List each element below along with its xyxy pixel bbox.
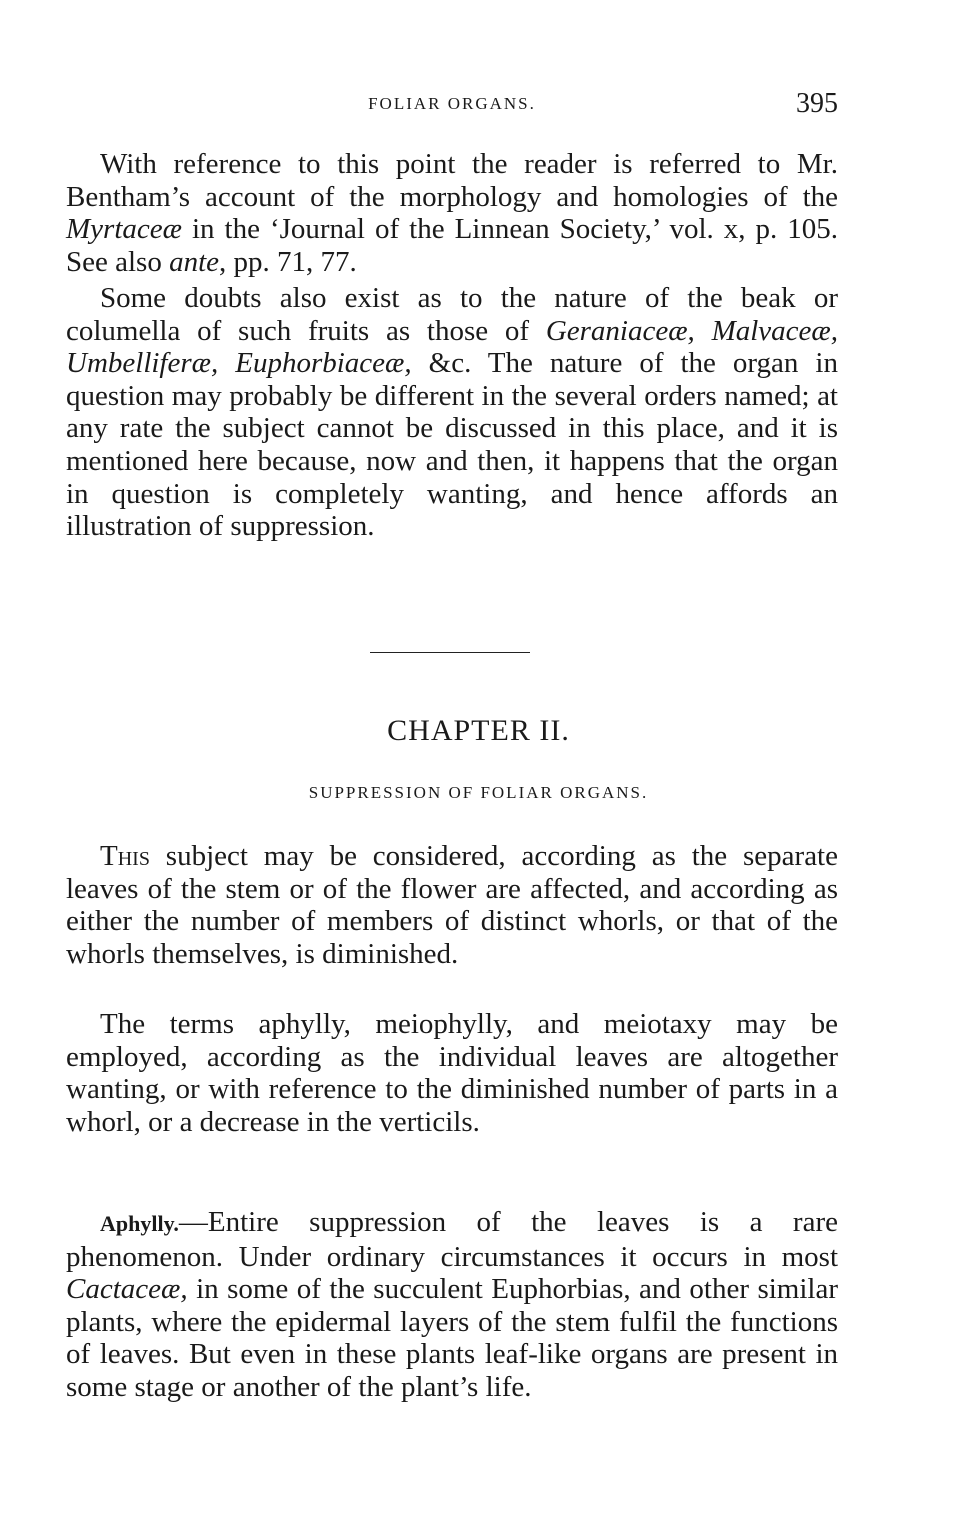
text: &c. The nature of the organ in question may probably be different in the several orders named; at any rate the subject cannot be discussed in this place, and it is mentioned here because, now and then, it happens that the organ in question is completely wanting, and hence affords an illustration of suppression.	[66, 347, 838, 543]
running-title: FOLIAR ORGANS.	[368, 94, 536, 113]
italic-text: ante	[169, 245, 220, 278]
section-heading: Aphylly.	[100, 1211, 179, 1236]
text: Some doubts also exist as to the nature of the beak or columella of such fruits as those of	[66, 282, 838, 347]
paragraph-aphylly	[66, 1206, 838, 1404]
text: in the ‘Journal of the Linnean Society,’ vol. x, p. 105. See also	[66, 213, 838, 278]
chapter-title: CHAPTER II.	[387, 714, 570, 747]
page-number: 395	[796, 88, 838, 119]
italic-text: Geraniaceæ, Malvaceæ, Umbelliferæ, Euphorbiaceæ,	[66, 314, 838, 380]
paragraph-myrtaceae-reference	[66, 148, 838, 278]
text: With reference to this point the reader is referred to Mr. Bentham’s account of the morphology and homologies of the	[66, 148, 838, 213]
text: subject may be considered, according as the separate leaves of the stem or of the flower are affected, and according as either the number of members of distinct whorls, or that of the whorls themselves, is diminished.	[66, 840, 838, 970]
text: , pp. 71, 77.	[219, 245, 357, 278]
italic-text: Cactaceæ,	[66, 1273, 188, 1306]
italic-text: Myrtaceæ	[66, 213, 182, 246]
text: —Entire suppression of the leaves is a rare phenomenon. Under ordinary circumstances it occurs in most	[66, 1206, 838, 1273]
paragraph-intro	[66, 840, 838, 970]
paragraph-terms	[66, 1008, 838, 1138]
text: in some of the succulent Euphorbias, and other similar plants, where the epidermal layers of the stem fulfil the functions of leaves. But even in these plants leaf-like organs are present in some stage or another of the plant’s life.	[66, 1273, 838, 1403]
lead-word: This	[100, 840, 150, 872]
running-header	[66, 88, 838, 132]
text: The terms aphylly, meiophylly, and meiotaxy may be employed, according as the individual leaves are altogether wanting, or with reference to the diminished number of parts in a whorl, or a decrease in the verticils.	[66, 1008, 838, 1138]
paragraph-columella	[66, 282, 838, 543]
chapter-subtitle: SUPPRESSION OF FOLIAR ORGANS.	[308, 783, 649, 802]
section-divider	[370, 652, 530, 653]
